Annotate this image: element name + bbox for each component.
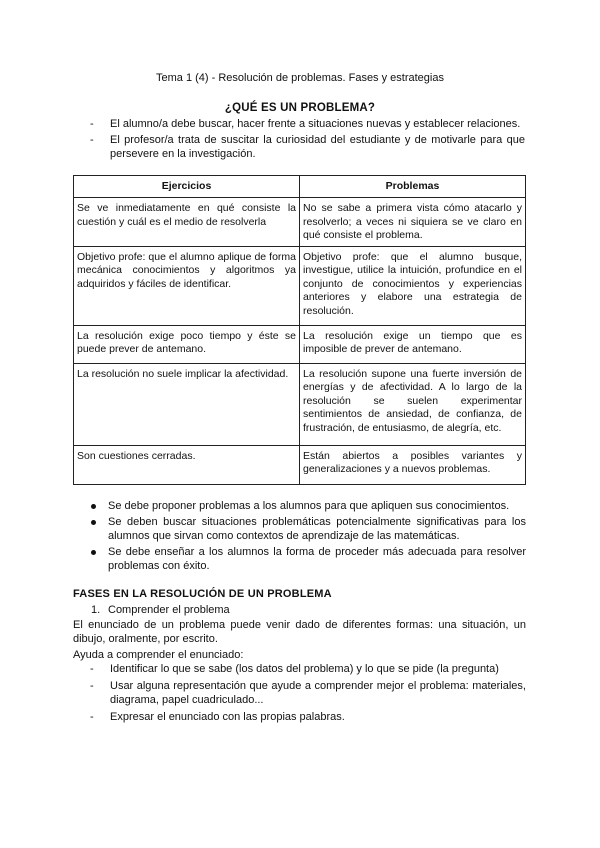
bullet-dot-icon xyxy=(91,520,96,525)
table-cell: La resolución supone una fuerte inversión de energías y de afectividad. A lo largo de la resolución se suelen experimentar sentimientos de ansiedad, de confianza, de frustración, de entusiasmo, de alegría, etc. xyxy=(300,363,526,445)
table-row xyxy=(74,445,526,484)
table-row xyxy=(74,198,526,247)
list-item: Se deben buscar situaciones problemáticas potencialmente significativas para los alumnos que sirvan como contextos de aprendizaje de las matemáticas. xyxy=(108,515,526,543)
table-header-row xyxy=(74,176,526,198)
step-label: Comprender el problema xyxy=(108,604,230,616)
table-row xyxy=(74,246,526,325)
table-cell: Son cuestiones cerradas. xyxy=(74,445,300,484)
dash-marker: - xyxy=(90,663,94,675)
comparison-table xyxy=(73,175,526,485)
table-cell: No se sabe a primera vista cómo atacarlo y resolverlo; a veces ni siquiera se ve claro en qué consiste el problema. xyxy=(300,198,526,247)
table-cell: La resolución exige un tiempo que es imposible de prever de antemano. xyxy=(300,325,526,363)
fases-heading: FASES EN LA RESOLUCIÓN DE UN PROBLEMA xyxy=(73,588,332,600)
list-item: - Usar alguna representación que ayude a comprender mejor el problema: materiales, diagrama, papel cuadriculado... xyxy=(90,680,526,706)
header-problemas: Problemas xyxy=(300,176,526,198)
table-cell: Se ve inmediatamente en qué consiste la cuestión y cuál es el medio de resolverla xyxy=(74,198,300,247)
header-ejercicios: Ejercicios xyxy=(74,176,300,198)
table-cell: Están abiertos a posibles variantes y generalizaciones y a nuevos problemas. xyxy=(300,445,526,484)
table-cell: La resolución exige poco tiempo y éste se puede prever de antemano. xyxy=(74,325,300,363)
list-item: - Identificar lo que se sabe (los datos del problema) y lo que se pide (la pregunta) xyxy=(90,663,499,675)
bullet-dot-icon xyxy=(91,550,96,555)
list-item: Se debe enseñar a los alumnos la forma de proceder más adecuada para resolver problemas con éxito. xyxy=(108,545,526,573)
list-item: - Expresar el enunciado con las propias palabras. xyxy=(90,711,345,723)
list-item: Se debe proponer problemas a los alumnos para que apliquen sus conocimientos. xyxy=(108,499,526,513)
section-heading: ¿QUÉ ES UN PROBLEMA? xyxy=(224,102,376,114)
dash-marker: - xyxy=(90,711,94,723)
paragraph: El enunciado de un problema puede venir dado de diferentes formas: una situación, un dibujo, oralmente, por escrito. xyxy=(73,619,526,645)
table-cell: Objetivo profe: que el alumno busque, investigue, utilice la intuición, profundice en el conjunto de conocimientos y experiencias anteriores y elabore una estrategia de resolución. xyxy=(300,246,526,325)
table-cell: La resolución no suele implicar la afectividad. xyxy=(74,363,300,445)
step-number: 1. xyxy=(91,604,101,616)
bullet-list xyxy=(108,499,526,575)
dash-marker: - xyxy=(90,680,94,692)
document-title: Tema 1 (4) - Resolución de problemas. Fases y estrategias xyxy=(156,72,444,84)
dash-marker: - xyxy=(90,118,94,130)
step-item xyxy=(91,603,230,617)
table-cell: Objetivo profe: que el alumno aplique de forma mecánica conocimientos y algoritmos ya adquiridos y fáciles de identificar. xyxy=(74,246,300,325)
bullet-dot-icon xyxy=(91,504,96,509)
help-label: Ayuda a comprender el enunciado: xyxy=(73,649,244,661)
dash-marker: - xyxy=(90,134,94,146)
help-list xyxy=(90,662,526,727)
intro-list xyxy=(90,117,525,163)
list-item: - El alumno/a debe buscar, hacer frente a situaciones nuevas y establecer relaciones. xyxy=(90,118,521,130)
table-row xyxy=(74,363,526,445)
list-item: - El profesor/a trata de suscitar la curiosidad del estudiante y de motivarle para que persevere en la investigación. xyxy=(90,134,525,160)
table-row xyxy=(74,325,526,363)
